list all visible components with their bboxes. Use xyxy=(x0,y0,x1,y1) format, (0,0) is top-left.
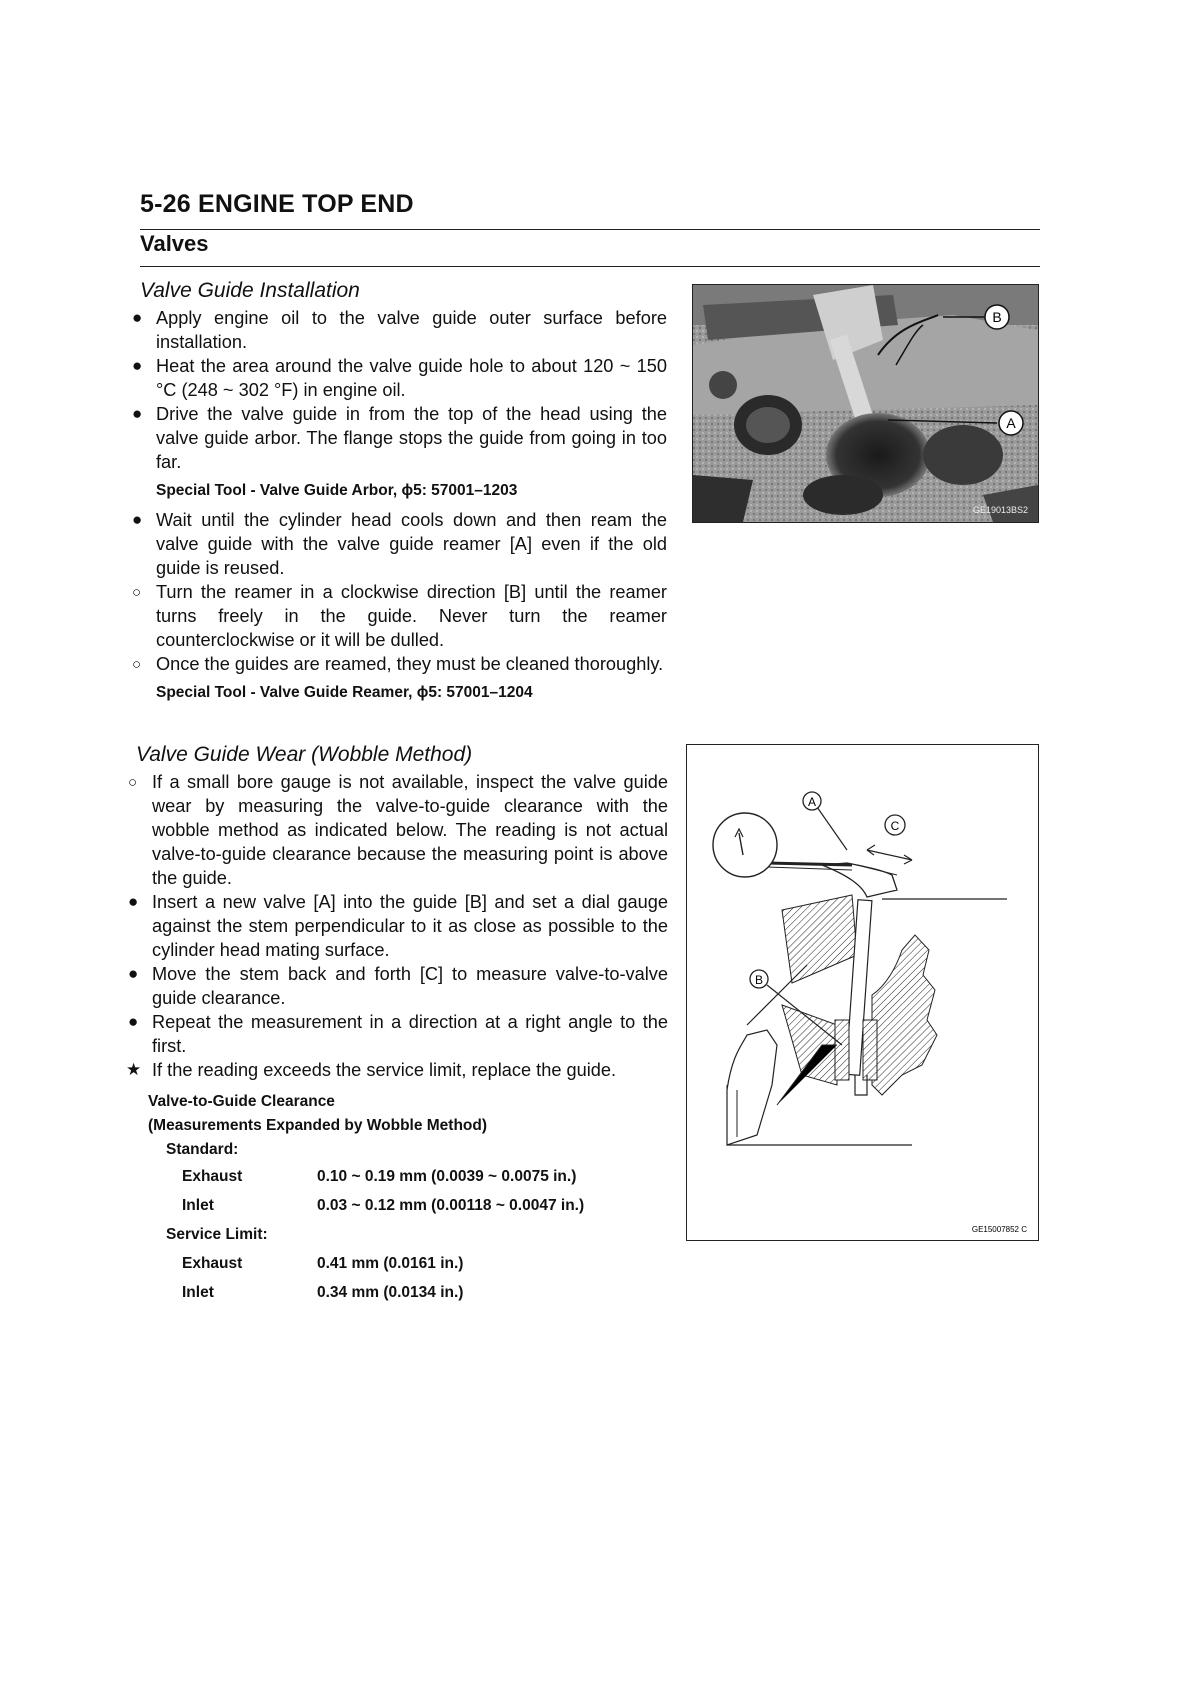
list-item-text: Heat the area around the valve guide hole to about 120 ~ 150 °C (248 ~ 302 °F) in engine oil. xyxy=(156,356,667,400)
bullet-icon: ● xyxy=(132,308,143,327)
clearance-spec xyxy=(148,1090,668,1307)
section-valve-guide-installation xyxy=(132,278,667,710)
circle-bullet-icon: ○ xyxy=(128,774,138,791)
spec-row-label: Exhaust xyxy=(182,1168,243,1185)
list-item-text: Turn the reamer in a clockwise direction [B] until the reamer turns freely in the guide. Never turn the reamer counterclockwise or it will be dulled. xyxy=(156,582,667,650)
wobble-diagram-graphic xyxy=(687,745,1038,1240)
list-item-text: Drive the valve guide in from the top of the head using the valve guide arbor. The flange stops the guide from going in too far. xyxy=(156,404,667,472)
header-rule xyxy=(140,229,1040,230)
list-item-text: If the reading exceeds the service limit, replace the guide. xyxy=(152,1060,617,1080)
reamer-photo-graphic xyxy=(693,285,1038,522)
star-icon: ★ xyxy=(126,1060,142,1079)
spec-row-value: 0.03 ~ 0.12 mm (0.00118 ~ 0.0047 in.) xyxy=(317,1197,585,1214)
bullet-icon: ● xyxy=(132,356,143,375)
spec-limit-label: Service Limit: xyxy=(166,1226,268,1243)
list-item-text: Move the stem back and forth [C] to measure valve-to-valve guide clearance. xyxy=(152,964,668,1008)
spec-title: Valve-to-Guide Clearance xyxy=(148,1093,335,1110)
list-item xyxy=(128,962,668,1010)
callout-c: C xyxy=(890,819,900,833)
list-item xyxy=(132,354,667,402)
figure-code: GE15007852 C xyxy=(971,1225,1027,1234)
circle-bullet-icon: ○ xyxy=(132,584,142,601)
callout-b: B xyxy=(992,309,1002,325)
bullet-icon: ● xyxy=(132,404,143,423)
callout-a: A xyxy=(807,795,817,809)
page-title: 5-26 ENGINE TOP END xyxy=(140,190,414,218)
special-tool-reamer: Special Tool - Valve Guide Reamer, ɸ5: 57001–1204 xyxy=(156,684,533,701)
list-item xyxy=(132,306,667,354)
bullet-icon: ● xyxy=(132,510,143,529)
callout-b: B xyxy=(754,973,764,987)
spec-row-label: Exhaust xyxy=(182,1255,243,1272)
section-title: Valve Guide Installation xyxy=(140,279,360,302)
spec-row-value: 0.41 mm (0.0161 in.) xyxy=(317,1255,464,1272)
list-item xyxy=(128,770,668,890)
list-item-text: Insert a new valve [A] into the guide [B] and set a dial gauge against the stem perpendicular to it as close as possible to the cylinder head mating surface. xyxy=(152,892,668,960)
spec-standard-label: Standard: xyxy=(166,1141,239,1158)
circle-bullet-icon: ○ xyxy=(132,656,142,673)
spec-row-value: 0.34 mm (0.0134 in.) xyxy=(317,1284,464,1301)
spec-row xyxy=(182,1191,668,1220)
reamer-photo xyxy=(692,284,1039,523)
spec-subtitle: (Measurements Expanded by Wobble Method) xyxy=(148,1117,488,1134)
spec-row xyxy=(182,1162,668,1191)
list-item-text: If a small bore gauge is not available, inspect the valve guide wear by measuring the valve-to-guide clearance with the wobble method as indicated below. The reading is not actual valve-to-guide clearance because the measuring point is above the guide. xyxy=(152,772,668,888)
section-valve-guide-wear xyxy=(128,742,668,1307)
list-item xyxy=(128,1010,668,1058)
special-tool-arbor: Special Tool - Valve Guide Arbor, ɸ5: 57001–1203 xyxy=(156,482,518,499)
spec-row xyxy=(182,1278,668,1307)
figure-code: GE19013BS2 xyxy=(972,505,1028,515)
section-title: Valve Guide Wear (Wobble Method) xyxy=(136,743,473,766)
list-item-text: Apply engine oil to the valve guide outer surface before installation. xyxy=(156,308,667,352)
bullet-icon: ● xyxy=(128,1012,139,1031)
spec-row xyxy=(182,1249,668,1278)
wobble-method-diagram xyxy=(686,744,1039,1241)
spec-row-label: Inlet xyxy=(182,1197,214,1214)
bullet-icon: ● xyxy=(128,964,139,983)
list-item xyxy=(132,402,667,474)
list-item xyxy=(128,890,668,962)
list-item-text: Once the guides are reamed, they must be cleaned thoroughly. xyxy=(156,654,664,674)
callout-a: A xyxy=(1006,415,1016,431)
bullet-icon: ● xyxy=(128,892,139,911)
list-item-text: Wait until the cylinder head cools down and then ream the valve guide with the valve guide reamer [A] even if the old guide is reused. xyxy=(156,510,667,578)
list-item-text: Repeat the measurement in a direction at a right angle to the first. xyxy=(152,1012,668,1056)
list-item xyxy=(128,1058,668,1082)
subheader-rule xyxy=(140,266,1040,267)
spec-row-label: Inlet xyxy=(182,1284,214,1301)
list-item xyxy=(132,580,667,652)
list-item xyxy=(132,652,667,676)
spec-row-value: 0.10 ~ 0.19 mm (0.0039 ~ 0.0075 in.) xyxy=(317,1168,577,1185)
section-heading: Valves xyxy=(140,231,209,256)
list-item xyxy=(132,508,667,580)
